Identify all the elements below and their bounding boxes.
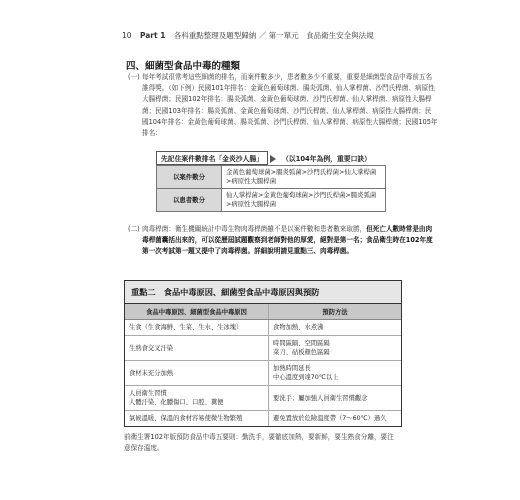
ranking-value-patients: 仙人掌桿菌>金黃色葡萄球菌>沙門氏桿菌>腸炎弧菌>病原性大腸桿菌 <box>222 189 386 212</box>
table-row <box>125 386 401 411</box>
method-cell: 避免置放於危險溫度帶（7～60℃）過久 <box>269 411 401 427</box>
paragraph-1-label: (一) <box>128 73 140 81</box>
running-header <box>122 30 374 41</box>
ranking-table <box>156 165 386 212</box>
arrow-right-icon <box>270 155 276 163</box>
method-cell: 要洗手；屬加強人員衛生習慣觀念 <box>269 386 401 411</box>
method-cell: 食物加熱、水煮沸 <box>269 320 401 336</box>
paragraph-2-text-a: 肉毒桿菌：衛生機關統計中毒生物肉毒桿菌雖不是以案件數和患者數來取勝， <box>142 225 367 233</box>
cause-prevention-table <box>125 304 401 426</box>
paragraph-2-text-b: 但死亡人數時常是由肉毒桿菌囊括出來的，可以從歷屆試題觀察到老師對他的厚愛，絕對是第一名；食品衛生時在102年度第一次考試第一題又提中了肉毒桿菌。詳細說明請見重點三、肉毒桿菌。 <box>142 225 433 256</box>
table-row <box>125 411 401 427</box>
part-label: Part 1 <box>139 31 166 40</box>
ranking-value-cases: 金黃色葡萄球菌>腸炎弧菌>沙門氏桿菌>仙人掌桿菌>病原性大腸桿菌 <box>222 166 386 189</box>
page-number: 10 <box>122 31 132 40</box>
header-title: 各科重點整理及題型歸納 ／ 第一單元 食品衛生安全與法規 <box>173 31 374 40</box>
paragraph-2-label: (二) <box>128 225 140 233</box>
method-cell: 時間區隔、空間區隔 菜刀、砧板顏色區隔 <box>269 336 401 361</box>
cause-cell: 生熟食交叉汙染 <box>125 336 269 361</box>
mnemonic-note: （以104年為例，重要口訣） <box>282 155 371 163</box>
table-row <box>157 166 386 189</box>
table-row <box>125 320 401 336</box>
method-cell: 加熱時間延長 中心溫度到達70℃以上 <box>269 361 401 386</box>
key-point-title: 重點二 食品中毒原因、細菌型食品中毒原因與預防 <box>125 281 401 304</box>
table-header-row <box>125 304 401 320</box>
cause-cell: 生食（生食海鮮、生菜、生水、生冰塊） <box>125 320 269 336</box>
ranking-label-cases: 以案件數分 <box>157 166 222 189</box>
paragraph-2 <box>128 224 438 258</box>
paragraph-1 <box>128 72 438 139</box>
key-point-box <box>124 280 402 427</box>
section-title: 四、細菌型食品中毒的種類 <box>126 61 241 72</box>
cause-cell: 人員衛生習慣 人體汙染、化膿傷口、口腔、糞便 <box>125 386 269 411</box>
table-row <box>157 189 386 212</box>
mnemonic-box: 先記住案件數排名「金炎沙人腸」 <box>156 151 268 165</box>
cause-cell: 氣候溫暖，保溫的食材容易使微生物繁殖 <box>129 415 243 422</box>
column-header-cause: 食品中毒原因、細菌型食品中毒原因 <box>125 304 269 320</box>
ranking-label-patients: 以患者數分 <box>157 189 222 212</box>
table-row <box>125 336 401 361</box>
column-header-method: 預防方法 <box>269 304 401 320</box>
table-row <box>125 361 401 386</box>
paragraph-1-text: 每年考試很常考這些細菌的排名，而案件數多少，患者數多少不重要，重要是細菌型食品中毒前五名誰得獎。（如下例）民國101年排名：金黃色葡萄球菌、腸炎弧菌、仙人掌桿菌、沙門氏桿菌、病原性大腸桿菌；民國102年排名：腸炎弧菌、金黃色葡萄球菌、沙門氏桿菌、仙人掌桿菌、病原性大腸桿菌；民國103年排名：腸炎弧菌、金黃色葡萄球菌、沙門氏桿菌、仙人掌桿菌、病原性大腸桿菌；民國104年排名：金黃色葡萄球菌、腸炎弧菌、沙門氏桿菌、仙人掌桿菌、病原性大腸桿菌；民國105年排名： <box>142 73 438 138</box>
cause-cell: 食材未充分加熱 <box>125 361 269 386</box>
paragraph-3: 前衛生署102年版預防食品中毒五要則：勤洗手，要徹底加熱，要新鮮，要生熟食分離，要注意保存溫度。 <box>124 433 394 453</box>
